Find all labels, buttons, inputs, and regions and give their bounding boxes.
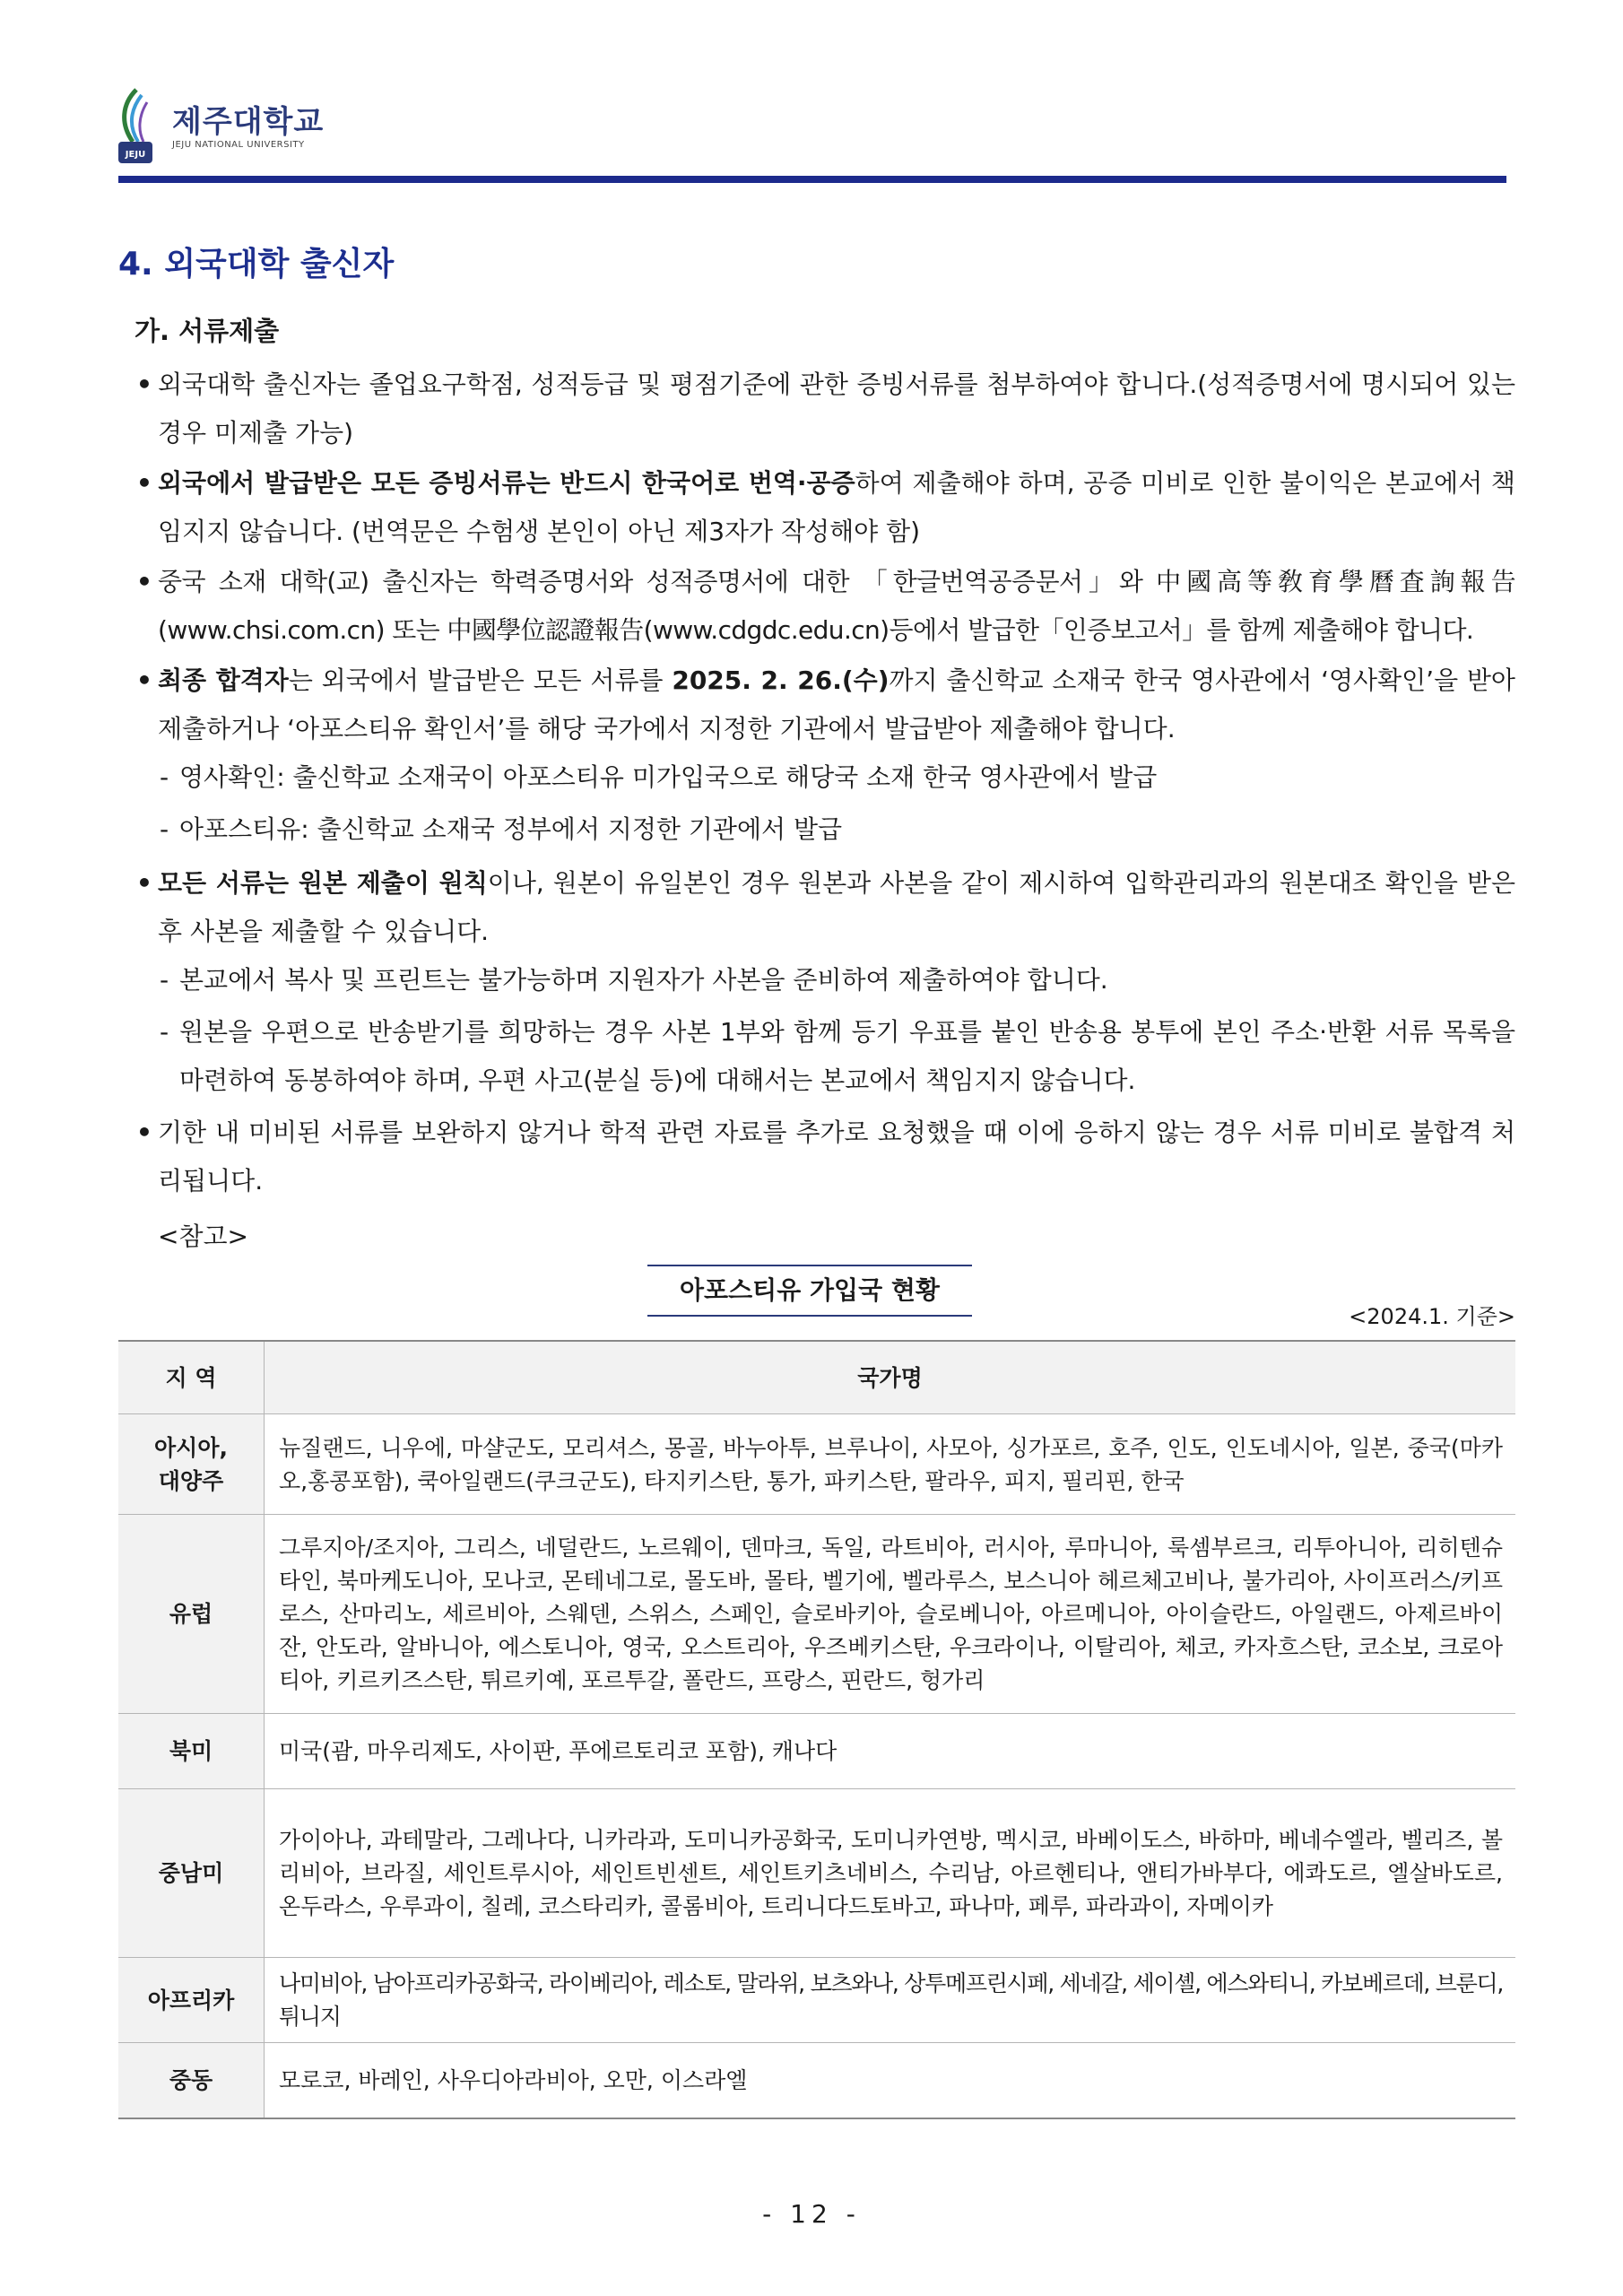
university-logo <box>115 88 325 167</box>
dash-apostille <box>179 805 1515 854</box>
table-row <box>118 1958 1515 2043</box>
paragraph-text: 외국대학 출신자는 졸업요구학점, 성적등급 및 평점기준에 관한 증빙서류를 첨부하여야 합니다.(성적증명서에 명시되어 있는 경우 미제출 가능) <box>158 370 1515 448</box>
paragraph-text: 기한 내 미비된 서류를 보완하지 않거나 학적 관련 자료를 추가로 요청했을 때 이에 응하지 않는 경우 서류 미비로 불합격 처리됩니다. <box>158 1118 1515 1196</box>
header-region: 지 역 <box>118 1341 265 1414</box>
reference-label: <참고> <box>158 1222 249 1251</box>
region-cell: 아시아, 대양주 <box>118 1414 265 1515</box>
paragraph-text: 아포스티유: 출신학교 소재국 정부에서 지정한 기관에서 발급 <box>179 814 843 844</box>
emphasis-text: 외국에서 발급받은 모든 증빙서류는 반드시 한국어로 번역·공증 <box>158 468 855 498</box>
paragraph-text: 는 외국에서 발급받은 모든 서류를 <box>288 665 673 695</box>
bullet-original-documents <box>158 859 1515 956</box>
paragraph-text: 하여 제출해야 하며, 공증 미비로 인한 불이익은 본교에서 책임지지 않습니다. (번역문은 수험생 본인이 아닌 제3자가 작성해야 함) <box>158 468 1515 546</box>
table-header-row <box>118 1341 1515 1414</box>
countries-cell: 나미비아, 남아프리카공화국, 라이베리아, 레소토, 말라위, 보츠와나, 상투메프린시페, 세네갈, 세이셸, 에스와티니, 카보베르데, 브룬디, 튀니지 <box>265 1958 1516 2043</box>
header-divider <box>118 176 1506 183</box>
emphasis-text: 최종 합격자 <box>158 665 289 695</box>
bullet-credentials <box>158 361 1515 457</box>
dash-return-mail <box>179 1008 1515 1105</box>
region-cell: 중동 <box>118 2043 265 2118</box>
dash-consular <box>179 753 1515 802</box>
table-row <box>118 1714 1515 1789</box>
table-row <box>118 1789 1515 1958</box>
bullet-china <box>158 558 1515 655</box>
paragraph-text: 영사확인: 출신학교 소재국이 아포스티유 미가입국으로 해당국 소재 한국 영사관에서 발급 <box>179 762 1158 792</box>
dash-copies <box>179 956 1515 1004</box>
bullet-final-admission <box>158 657 1515 753</box>
table-row <box>118 1515 1515 1714</box>
svg-text:JEJU: JEJU <box>125 150 146 160</box>
paragraph-text: 중국 소재 대학(교) 출신자는 학력증명서와 성적증명서에 대한 「한글번역공증문서」와 中國高等敎育學曆査詢報告(www.chsi.com.cn) 또는 中國學位認證報告(www.cdgdc.edu.cn)등에서 발급한「인증보고서」를 함께 제출해야 합니다. <box>158 567 1515 645</box>
countries-cell: 모로코, 바레인, 사우디아라비아, 오만, 이스라엘 <box>265 2043 1516 2118</box>
paragraph-text: 본교에서 복사 및 프린트는 불가능하며 지원자가 사본을 준비하여 제출하여야 합니다. <box>179 965 1108 995</box>
emphasis-text: 모든 서류는 원본 제출이 원칙 <box>158 868 488 898</box>
countries-cell: 가이아나, 과테말라, 그레나다, 니카라과, 도미니카공화국, 도미니카연방, 멕시코, 바베이도스, 바하마, 베네수엘라, 벨리즈, 볼리비아, 브라질, 세인트루시아, 세인트빈센트, 세인트키츠네비스, 수리남, 아르헨티나, 앤티가바부다, 에콰도르, 엘살바도르, 온두라스, 우루과이, 칠레, 코스타리카, 콜롬비아, 트리니다드토바고, 파나마, 페루, 파라과이, 자메이카 <box>265 1789 1516 1958</box>
bullet-translation <box>158 459 1515 556</box>
paragraph-text: 이나, 원본이 유일본인 경우 원본과 사본을 같이 제시하여 입학관리과의 원본대조 확인을 받은 후 사본을 제출할 수 있습니다. <box>158 868 1515 946</box>
table-row <box>118 2043 1515 2118</box>
region-cell: 유럽 <box>118 1515 265 1714</box>
subsection-title: 가. 서류제출 <box>135 316 280 346</box>
header-countries: 국가명 <box>265 1341 1516 1414</box>
paragraph-text: 까지 출신학교 소재국 한국 영사관에서 ‘영사확인’을 받아 제출하거나 ‘아포스티유 확인서’를 해당 국가에서 지정한 기관에서 발급받아 제출해야 합니다. <box>158 665 1515 744</box>
table-basis-date: <2024.1. 기준> <box>1349 1304 1515 1329</box>
table-title: 아포스티유 가입국 현황 <box>647 1265 972 1317</box>
region-cell: 아프리카 <box>118 1958 265 2043</box>
university-emblem-icon <box>115 88 156 165</box>
bullet-incomplete <box>158 1109 1515 1205</box>
countries-cell: 그루지아/조지아, 그리스, 네덜란드, 노르웨이, 덴마크, 독일, 라트비아, 러시아, 루마니아, 룩셈부르크, 리투아니아, 리히텐슈타인, 북마케도니아, 모나코, 몬테네그로, 몰도바, 몰타, 벨기에, 벨라루스, 보스니아 헤르체고비나, 불가리아, 사이프러스/키프로스, 산마리노, 세르비아, 스웨덴, 스위스, 스페인, 슬로바키아, 슬로베니아, 아르메니아, 아이슬란드, 아일랜드, 아제르바이잔, 안도라, 알바니아, 에스토니아, 영국, 오스트리아, 우즈베키스탄, 우크라이나, 이탈리아, 체코, 카자흐스탄, 코소보, 크로아티아, 키르키즈스탄, 튀르키예, 포르투갈, 폴란드, 프랑스, 핀란드, 헝가리 <box>265 1515 1516 1714</box>
page-number: - 12 - <box>762 2199 861 2229</box>
university-name: 제주대학교 <box>172 104 325 140</box>
countries-cell: 뉴질랜드, 니우에, 마샬군도, 모리셔스, 몽골, 바누아투, 브루나이, 사모아, 싱가포르, 호주, 인도, 인도네시아, 일본, 중국(마카오,홍콩포함), 쿡아일랜드(쿠크군도), 타지키스탄, 통가, 파키스탄, 팔라우, 피지, 필리핀, 한국 <box>265 1414 1516 1515</box>
section-title: 4. 외국대학 출신자 <box>118 246 395 283</box>
university-english-name: JEJU NATIONAL UNIVERSITY <box>172 140 305 150</box>
region-cell: 북미 <box>118 1714 265 1789</box>
table-row <box>118 1414 1515 1515</box>
deadline-date: 2025. 2. 26.(수) <box>672 665 890 695</box>
apostille-country-table <box>118 1340 1515 2119</box>
paragraph-text: 원본을 우편으로 반송받기를 희망하는 경우 사본 1부와 함께 등기 우표를 붙인 반송용 봉투에 본인 주소·반환 서류 목록을 마련하여 동봉하여야 하며, 우편 사고(분실 등)에 대해서는 본교에서 책임지지 않습니다. <box>179 1017 1515 1095</box>
countries-cell: 미국(괌, 마우리제도, 사이판, 푸에르토리코 포함), 캐나다 <box>265 1714 1516 1789</box>
region-cell: 중남미 <box>118 1789 265 1958</box>
